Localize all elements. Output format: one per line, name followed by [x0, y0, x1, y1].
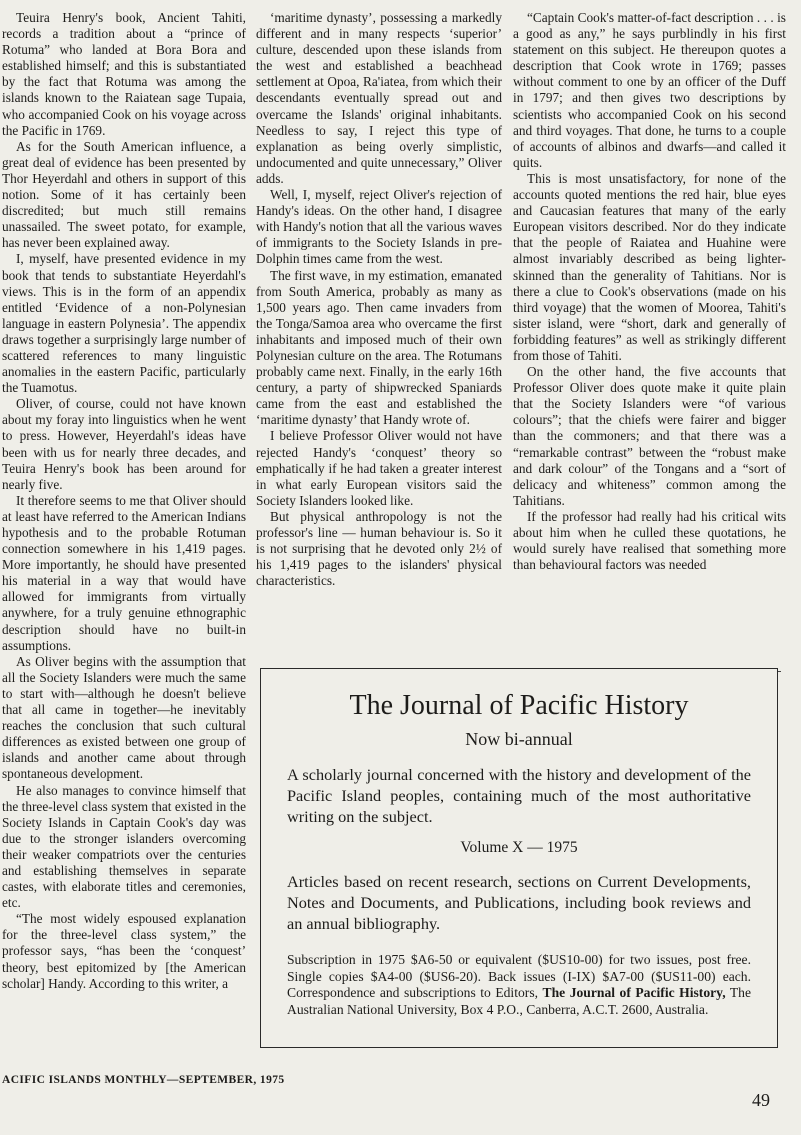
paragraph: “The most widely espoused explanation for the three-level class system,” the professor says, “has been the ‘conquest’ theory, best epitomized by [the American scholar] Handy. According to this writer, a — [2, 911, 246, 991]
ad-subtitle: Now bi-annual — [465, 729, 573, 749]
article-column-1 — [2, 10, 246, 992]
paragraph: As Oliver begins with the assumption that all the Society Islanders were much the same to start with—although he doesn't believe that all came in together—he inevitably reaches the conclusion that such cultural differences as existed between one group of islands and another came about through spontaneous development. — [2, 653, 246, 782]
paragraph: As for the South American influence, a great deal of evidence has been presented by Thor Heyerdahl and others in support of this notion. Some of it has certainly been discredited; but much still remains unassailed. The sweet potato, for example, has never been explained away. — [2, 138, 246, 251]
article-column-2 — [256, 10, 502, 589]
paragraph: The first wave, in my estimation, emanated from South America, probably as many as 1,500 years ago. Then came invaders from the Tonga/Samoa area who overcame the first inhabitants and imposed much of their own Polynesian culture on the area. The Rotumans probably came next. Finally, in the early 16th century, a party of shipwrecked Spaniards came from the east and established the ‘maritime dynasty’ that Handy wrote of. — [256, 267, 502, 428]
journal-advertisement — [260, 668, 778, 1048]
paragraph: I, myself, have presented evidence in my book that tends to substantiate Heyerdahl's views. This is in the form of an appendix entitled ‘Evidence of a non-Polynesian language in eastern Polynesia’. The appendix draws together a surprisingly large number of scattered references to many linguistic anomalies in the eastern Pacific, particularly the Tuamotus. — [2, 251, 246, 396]
paragraph: I believe Professor Oliver would not have rejected Handy's ‘conquest’ theory so emphatically if he had taken a greater interest in what early European visitors said the Society Islanders looked like. — [256, 428, 502, 508]
paragraph: Well, I, myself, reject Oliver's rejection of Handy's ideas. On the other hand, I disagree with Handy's notion that all the various waves of immigrants to the Society Islands in pre-Dolphin times came from the west. — [256, 187, 502, 267]
paragraph: He also manages to convince himself that the three-level class system that existed in the Society Islands in Captain Cook's day was due to the stronger islanders overcoming their weaker compatriots over the centuries and establishing themselves in separate castes, with elaborate titles and ceremonies, etc. — [2, 782, 246, 911]
ad-address: The Australian National University, Box 4 P.O., Canberra, A.C.T. 2600, Australia. — [287, 985, 751, 1017]
paragraph: If the professor had really had his critical wits about him when he culled these quotations, he would surely have realised that something more than behavioural factors was needed — [513, 508, 786, 573]
page-number: 49 — [752, 1090, 770, 1110]
paragraph: “Captain Cook's matter-of-fact description . . . is a good as any,” he says purblindly in his first statement on this subject. He thereupon quotes a description that Cook wrote in 1769; passes without comment to one by an officer of the Duff in 1797; and then gives two descriptions by scientists who accompanied Cook on his second and third voyages. That done, he turns to a couple of accounts of albinos and dwarfs—and called it quits. — [513, 10, 786, 170]
paragraph: Teuira Henry's book, Ancient Tahiti, records a tradition about a “prince of Rotuma” who landed at Bora Bora and established himself; and this is substantiated by the fact that Rotuma was among the islands known to the Raiatean sage Tupaia, who accompanied Cook on his voyage across the Pacific in 1769. — [2, 10, 246, 138]
paragraph: ‘maritime dynasty’, possessing a markedly different and in many respects ‘superior’ culture, descended upon these islands from the west and established a beachhead settlement at Opoa, Ra'iatea, from which their descendants eventually spread out and overcame the Islands' original inhabitants. Needless to say, I reject this type of explanation as being overly simplistic, undocumented and quite unnecessary,” Oliver adds. — [256, 10, 502, 186]
ad-description: A scholarly journal concerned with the history and development of the Pacific Island peoples, containing much of the most authoritative writing on the subject. — [287, 765, 751, 826]
ad-articles: Articles based on recent research, sections on Current Developments, Notes and Documents, and Publications, including book reviews and an annual bibliography. — [287, 872, 751, 933]
paragraph: This is most unsatisfactory, for none of the accounts quoted mentions the red hair, blue eyes and Caucasian features that many of the early European visitors described. Nor do they indicate that the people of Raiatea and Huahine were almost invariably described as being lighter-skinned than the generality of Tahitians. Nor is there a clue to Cook's observations (made on his third voyage) that the women of Moorea, Tahiti's sister island, were “short, dark and generally of forbidding features” as well as strikingly different from those of Tahiti. — [513, 170, 786, 363]
page-footer: ACIFIC ISLANDS MONTHLY—SEPTEMBER, 1975 — [2, 1074, 285, 1086]
ad-subscription — [287, 952, 751, 1018]
paragraph: On the other hand, the five accounts that Professor Oliver does quote make it quite plain that the Society Islanders were “of various colours”; that the chiefs were fairer and bigger than the commoners; and that there was a “remarkable contrast” between the “robust make and dark colour” of the Tongans and a “sort of delicacy and whiteness” common among the Tahitians. — [513, 364, 786, 508]
ad-volume: Volume X — 1975 — [460, 839, 578, 856]
paragraph: Oliver, of course, could not have known about my foray into linguistics when he went to press. However, Heyerdahl's ideas have been with us for nearly three decades, and Teuira Henry's book has been around for nearly five. — [2, 396, 246, 492]
ad-subscription-text: Subscription in 1975 $A6-50 or equivalent ($US10-00) for two issues, post free. Single copies $A4-00 ($US6-20). Back issues (I-IX) $A7-00 ($US11-00) each. Correspondence and subscriptions to Editors, — [287, 952, 751, 1000]
ad-journal-name: The Journal of Pacific History, — [542, 985, 726, 1000]
ad-title: The Journal of Pacific History — [349, 690, 689, 721]
paragraph: But physical anthropology is not the professor's line — human behaviour is. So it is not surprising that he devoted only 2½ of his 1,419 pages to the islanders' physical characteristics. — [256, 508, 502, 589]
paragraph: It therefore seems to me that Oliver should at least have referred to the American Indians hypothesis and to the probable Rotuman connection somewhere in his 1,419 pages. More importantly, he should have presented his material in a way that would have allowed for immigrants from virtually anywhere, for a truly genuine ethnographic description should have no built-in assumptions. — [2, 492, 246, 653]
article-column-3 — [513, 10, 786, 668]
